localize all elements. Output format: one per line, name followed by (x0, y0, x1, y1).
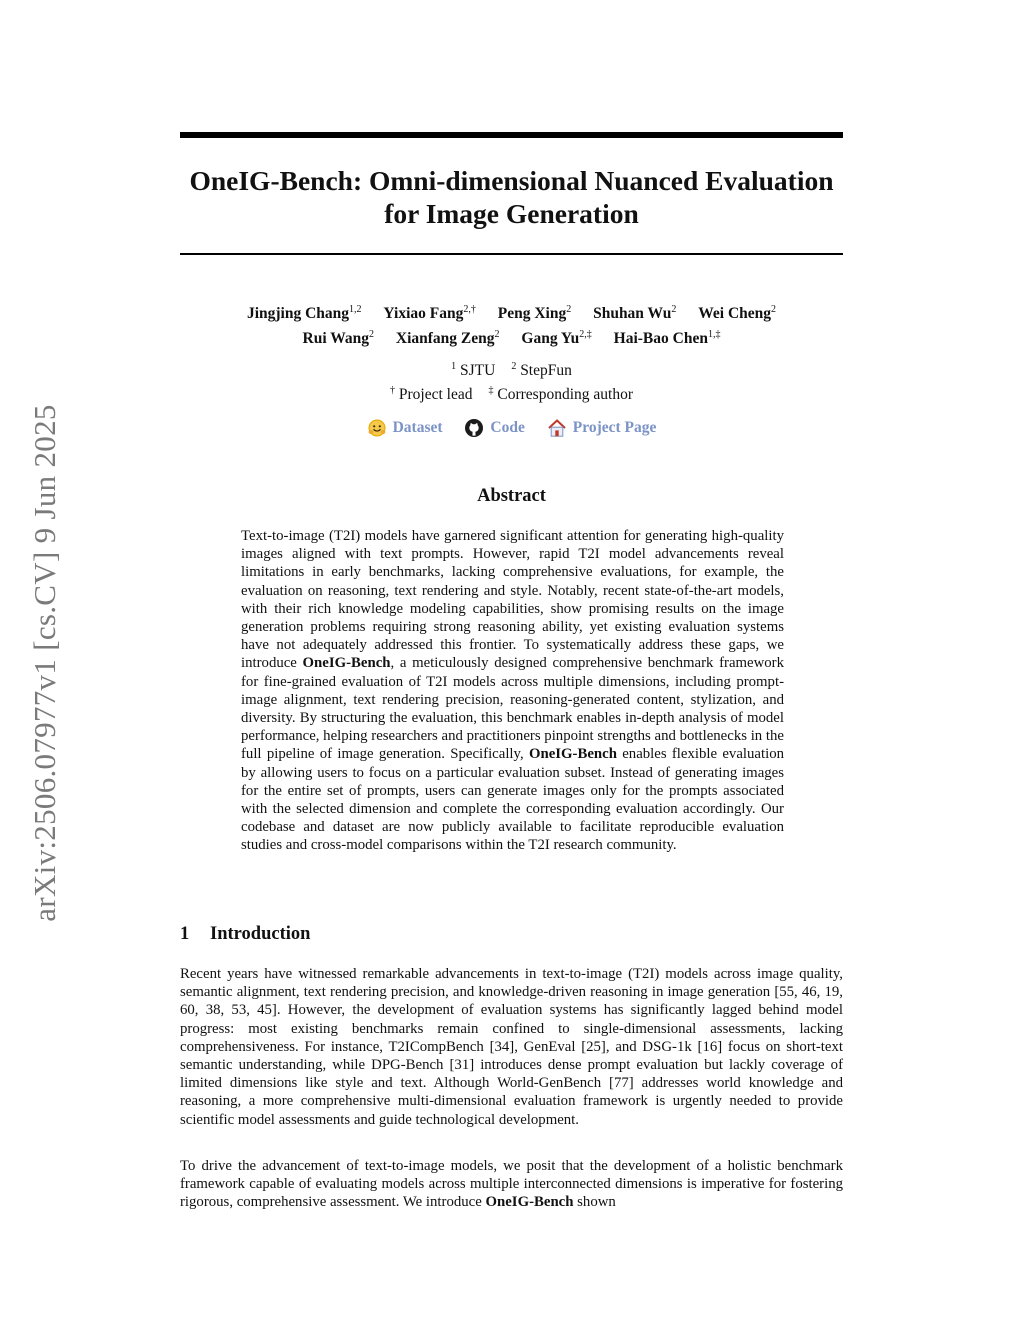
author-list (180, 299, 843, 349)
hugging-face-icon (367, 418, 387, 438)
author: Shuhan Wu$^2$ (593, 304, 677, 323)
author: Jingjing Chang$^{1,2}$ (246, 304, 362, 323)
author: Gang $Yu^{2,\ddagger}$ (521, 329, 592, 348)
arxiv-identifier (28, 380, 62, 945)
intro-paragraph-2: To drive the advancement of text-to-image models, we posit that the development of a holistic benchmark framework capable of evaluating models across multiple interconnected dimensions is imperative for fostering rigorous, comprehensive assessment. We introduce OneIG-Bench shown (180, 1158, 843, 1211)
affiliation-stepfun: StepFun (520, 362, 572, 380)
author-row-1 (180, 299, 843, 324)
benchmark-name: OneIG-Bench (528, 746, 617, 763)
code-link[interactable]: Code (464, 418, 524, 438)
title-line-2: for Image Generation (384, 198, 639, 229)
project-page-link[interactable]: Project Page (547, 418, 657, 438)
github-icon (464, 418, 484, 438)
intro-paragraph-1: Recent years have witnessed remarkable advancements in text-to-image (T2I) models across image quality, semantic alignment, text rendering precision, and knowledge-driven reasoning in image generation [55, 46, 19, 60, 38, 53, 45]. However, the development of evaluation systems has significantly lagged behind model progress: most existing benchmarks remain confined to single-dimensional assessments, lacking comprehensiveness. For instance, T2ICompBench [34], GenEval [25], and DSG-1k [16] focus on short-text semantic understanding, while DPG-Bench [31] introduces dense prompt evaluation but lackly coverage of limited dimensions like style and text. Although World-GenBench [77] addresses world knowledge and reasoning, a more comprehensive multi-dimensional evaluation framework is urgently needed to provide scientific model assessments and guide technological development. (180, 966, 843, 1128)
author: Wei Cheng$^2$ (698, 304, 777, 323)
title-line-1: OneIG-Bench: Omni-dimensional Nuanced Evaluation (189, 165, 834, 196)
author: Rui Wang$^2$ (302, 329, 375, 348)
author: Hai-Bao Chen$^{1,\ddagger}$ (613, 329, 721, 348)
project-lead-note: Project lead (398, 386, 473, 404)
affiliation-roles: † Project lead ‡ Corresponding author (390, 385, 633, 404)
paper-title (180, 164, 843, 230)
author: Yixiao Fang$^{2,\dagger}$ (383, 304, 476, 323)
benchmark-name: OneIG-Bench (302, 655, 391, 672)
dataset-link[interactable]: Dataset (367, 418, 443, 438)
arxiv-identifier-text: arXiv:2506.07977v1 [cs.CV] 9 Jun 2025 (27, 403, 62, 922)
home-icon (547, 418, 567, 438)
resource-links (180, 418, 843, 443)
affiliation-institutions: $^1$ SJTU $^2$ StepFun (451, 361, 572, 380)
abstract-body: Text-to-image (T2I) models have garnered significant attention for generating high-quality images aligned with text prompts. However, rapid T2I model advancements reveal limitations in early benchmarks, lacking comprehensive evaluations, for example, the evaluation on reasoning, text rendering and style. Notably, recent state-of-the-art models, with their rich knowledge modeling capabilities, show promising results on the image generation problems requiring strong reasoning ability, yet existing evaluation systems have not adequately addressed this frontier. To systematically address these gaps, we introduce OneIG-Bench, a meticulously designed comprehensive benchmark framework for fine-grained evaluation of T2I models across multiple dimensions, including prompt-image alignment, text rendering precision, reasoning-generated content, stylization, and diversity. By structuring the evaluation, this benchmark enables in-depth analysis of model performance, helping researchers and practitioners pinpoint strengths and bottlenecks in the full pipeline of image generation. Specifically, OneIG-Bench enables flexible evaluation by allowing users to focus on a particular evaluation subset. Instead of generating images for the entire set of prompts, users can generate images only for the prompts associated with the selected dimension and complete the corresponding evaluation accordingly. Our codebase and dataset are now publicly available to facilitate reproducible evaluation studies and cross-model comparisons within the T2I research community. (241, 528, 785, 854)
benchmark-name: OneIG-Bench (485, 1194, 574, 1211)
corresponding-author-note: Corresponding author (497, 386, 633, 404)
affiliation-sjtu: SJTU (459, 362, 496, 380)
abstract-heading: Abstract (477, 486, 546, 506)
title-bottom-rule (180, 253, 843, 255)
author: Peng Xing$^2$ (497, 304, 572, 323)
title-top-rule (180, 132, 843, 138)
section-heading-introduction: 1 Introduction (180, 924, 311, 944)
author: Xianfang Zeng$^2$ (395, 329, 500, 348)
affiliations (180, 357, 843, 405)
author-row-2 (180, 324, 843, 349)
